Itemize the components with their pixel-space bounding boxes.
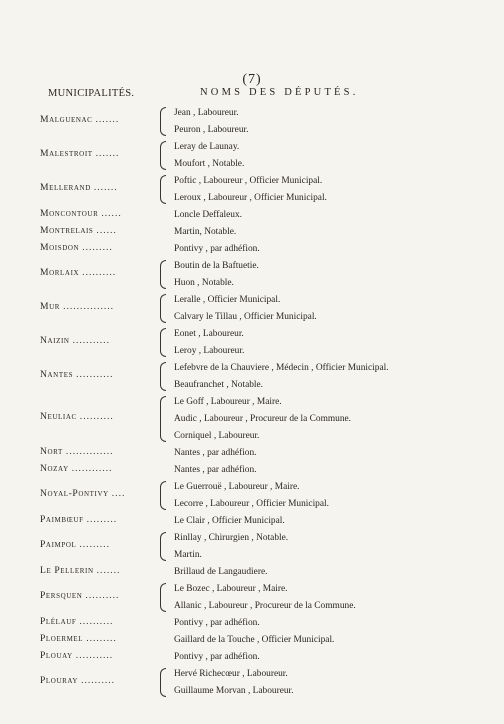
dot-leader: ......... [86,633,117,644]
municipality-name-text: Noyal-Pontivy [40,488,109,499]
municipality-entry [0,631,504,648]
municipality-name-text: Plélauf [40,616,77,627]
deputy-name: Huon , Notable. [174,278,234,288]
dot-leader: ............... [63,301,115,312]
dot-leader: ............ [71,463,113,474]
deputy-list [174,360,494,394]
municipality-name [40,208,168,219]
municipality-entry [0,580,504,614]
deputy-list [174,292,494,326]
dot-leader: .......... [79,616,114,627]
deputy-list [174,105,494,139]
brace-icon [160,175,166,204]
municipality-entry [0,444,504,461]
deputy-list [174,207,494,224]
municipality-entry [0,461,504,478]
municipality-name [40,114,168,125]
deputy-list [174,513,494,530]
municipality-name [40,301,168,312]
municipality-name [40,616,168,627]
column-header-deputes: NOMS DES DÉPUTÉS. [200,87,359,98]
deputy-name: Loncle Deffaleux. [174,210,243,220]
deputy-list [174,530,494,564]
municipality-entry [0,393,504,444]
municipality-name-text: Moisdon [40,242,80,253]
deputy-name: Leralle , Officier Municipal. [174,295,281,305]
municipality-name-text: Neuliac [40,411,77,422]
municipality-entry [0,529,504,563]
dot-leader: .......... [82,267,117,278]
deputy-name: Moufort , Notable. [174,159,245,169]
deputy-list [174,615,494,632]
brace-icon [160,107,166,136]
dot-leader: ......... [86,514,118,525]
deputy-name: Peuron , Laboureur. [174,125,249,135]
deputy-name: Leroy , Laboureur. [174,346,245,356]
municipality-name [40,633,168,644]
municipality-name [40,242,168,253]
deputy-name: Audic , Laboureur , Procureur de la Commune. [174,414,352,424]
municipality-entry [0,223,504,240]
deputy-name: Allanic , Laboureur , Procureur de la Commune. [174,601,356,611]
municipality-entry [0,478,504,512]
page-number: (7) [242,72,262,87]
brace-icon [160,481,166,510]
municipality-entry [0,172,504,206]
municipality-name-text: Plouay [40,650,73,661]
municipality-entry [0,104,504,138]
deputy-name: Eonet , Laboureur. [174,329,244,339]
municipality-name [40,650,168,661]
deputy-name: Le Clair , Officier Municipal. [174,516,285,526]
dot-leader: .... [111,488,126,499]
deputy-name: Pontivy , par adhéfion. [174,244,260,254]
deputy-name: Martin, Notable. [174,227,237,237]
deputy-name: Rinllay , Chirurgien , Notable. [174,533,289,543]
deputy-list [174,479,494,513]
municipality-name-text: Nort [40,446,63,457]
brace-icon [160,583,166,612]
municipality-name-text: Moncontour [40,208,99,219]
deputy-name: Lecorre , Laboureur , Officier Municipal. [174,499,329,509]
deputy-list [174,632,494,649]
municipality-entry [0,648,504,665]
municipality-name [40,369,168,380]
municipality-name-text: Le Pellerin [40,565,94,576]
municipality-name [40,182,168,193]
municipality-name-text: Mellerand [40,182,91,193]
municipality-name-text: Mur [40,301,61,312]
municipality-name [40,514,168,525]
deputy-list [174,581,494,615]
brace-icon [160,294,166,323]
municipality-entry [0,240,504,257]
municipality-name [40,565,168,576]
municipality-name [40,488,168,499]
municipality-name [40,267,168,278]
deputy-list [174,462,494,479]
municipality-name [40,411,168,422]
municipality-name-text: Nantes [40,369,74,380]
deputy-name: Le Bozec , Laboureur , Maire. [174,584,288,594]
deputy-list [174,564,494,581]
dot-leader: ....... [95,114,120,125]
dot-leader: ...... [96,225,117,236]
municipality-name-text: Paimbœuf [40,514,84,525]
municipality-name-text: Malguenac [40,114,93,125]
municipality-entry [0,291,504,325]
municipality-name [40,148,168,159]
municipality-entry [0,614,504,631]
municipality-name-text: Morlaix [40,267,80,278]
deputy-name: Guillaume Morvan , Laboureur. [174,686,294,696]
deputy-name: Jean , Laboureur. [174,108,239,118]
dot-leader: ...... [101,208,122,219]
dot-leader: ......... [82,242,113,253]
deputy-name: Nantes , par adhéfion. [174,465,257,475]
dot-leader: .......... [79,411,114,422]
deputy-name: Lefebvre de la Chauviere , Médecin , Officier Municipal. [174,363,389,373]
deputy-name: Brillaud de Langaudiere. [174,567,268,577]
municipality-name-text: Malestroit [40,148,93,159]
municipality-name-text: Persquen [40,590,83,601]
deputy-name: Nantes , par adhéfion. [174,448,257,458]
brace-icon [160,141,166,170]
dot-leader: ....... [95,148,120,159]
municipality-entry [0,665,504,699]
municipality-entry [0,359,504,393]
deputy-list [174,241,494,258]
deputy-name: Le Goff , Laboureur , Maire. [174,397,282,407]
deputy-list [174,326,494,360]
municipality-entry [0,512,504,529]
deputy-list [174,224,494,241]
municipality-entry [0,257,504,291]
brace-icon [160,668,166,697]
municipality-name-text: Montrelais [40,225,94,236]
deputy-name: Hervé Richecœur , Laboureur. [174,669,288,679]
deputy-list [174,173,494,207]
dot-leader: ........... [72,335,110,346]
deputy-name: Beaufranchet , Notable. [174,380,264,390]
municipality-entry [0,325,504,359]
deputy-name: Leray de Launay. [174,142,240,152]
municipality-name [40,590,168,601]
municipality-name-text: Ploermel [40,633,84,644]
brace-icon [160,532,166,561]
brace-icon [160,396,166,442]
municipality-name [40,225,168,236]
deputy-name: Leroux , Laboureur , Officier Municipal. [174,193,327,203]
deputy-name: Boutin de la Baftuetie. [174,261,259,271]
deputy-name: Calvary le Tillau , Officier Municipal. [174,312,317,322]
municipality-name-text: Nozay [40,463,69,474]
deputy-list [174,258,494,292]
dot-leader: ....... [93,182,118,193]
municipality-entry [0,206,504,223]
column-header-municipalites: MUNICIPALITÉS. [48,88,135,99]
municipality-name-text: Naizin [40,335,70,346]
dot-leader: .......... [85,590,120,601]
dot-leader: ....... [96,565,121,576]
deputy-list [174,394,494,445]
deputy-list [174,445,494,462]
deputy-name: Corniquel , Laboureur. [174,431,260,441]
deputy-list [174,666,494,700]
deputy-list [174,139,494,173]
municipality-entry [0,563,504,580]
municipality-name [40,675,168,686]
deputy-name: Poftic , Laboureur , Officier Municipal. [174,176,323,186]
brace-icon [160,362,166,391]
brace-icon [160,328,166,357]
municipality-name [40,539,168,550]
municipality-name [40,335,168,346]
municipality-name [40,463,168,474]
deputy-name: Martin. [174,550,202,560]
municipality-name [40,446,168,457]
municipality-entry [0,138,504,172]
deputy-name: Pontivy , par adhéfion. [174,618,260,628]
dot-leader: .......... [81,675,116,686]
deputy-name: Le Guerrouë , Laboureur , Maire. [174,482,300,492]
municipality-name-text: Plouray [40,675,79,686]
dot-leader: .............. [65,446,114,457]
deputy-list [174,649,494,666]
deputy-name: Pontivy , par adhéfion. [174,652,260,662]
deputy-name: Gaillard de la Touche , Officier Municipal. [174,635,335,645]
dot-leader: ........... [76,369,114,380]
brace-icon [160,260,166,289]
dot-leader: ........... [75,650,114,661]
municipality-list [0,104,504,699]
municipality-name-text: Paimpol [40,539,77,550]
dot-leader: ......... [79,539,110,550]
